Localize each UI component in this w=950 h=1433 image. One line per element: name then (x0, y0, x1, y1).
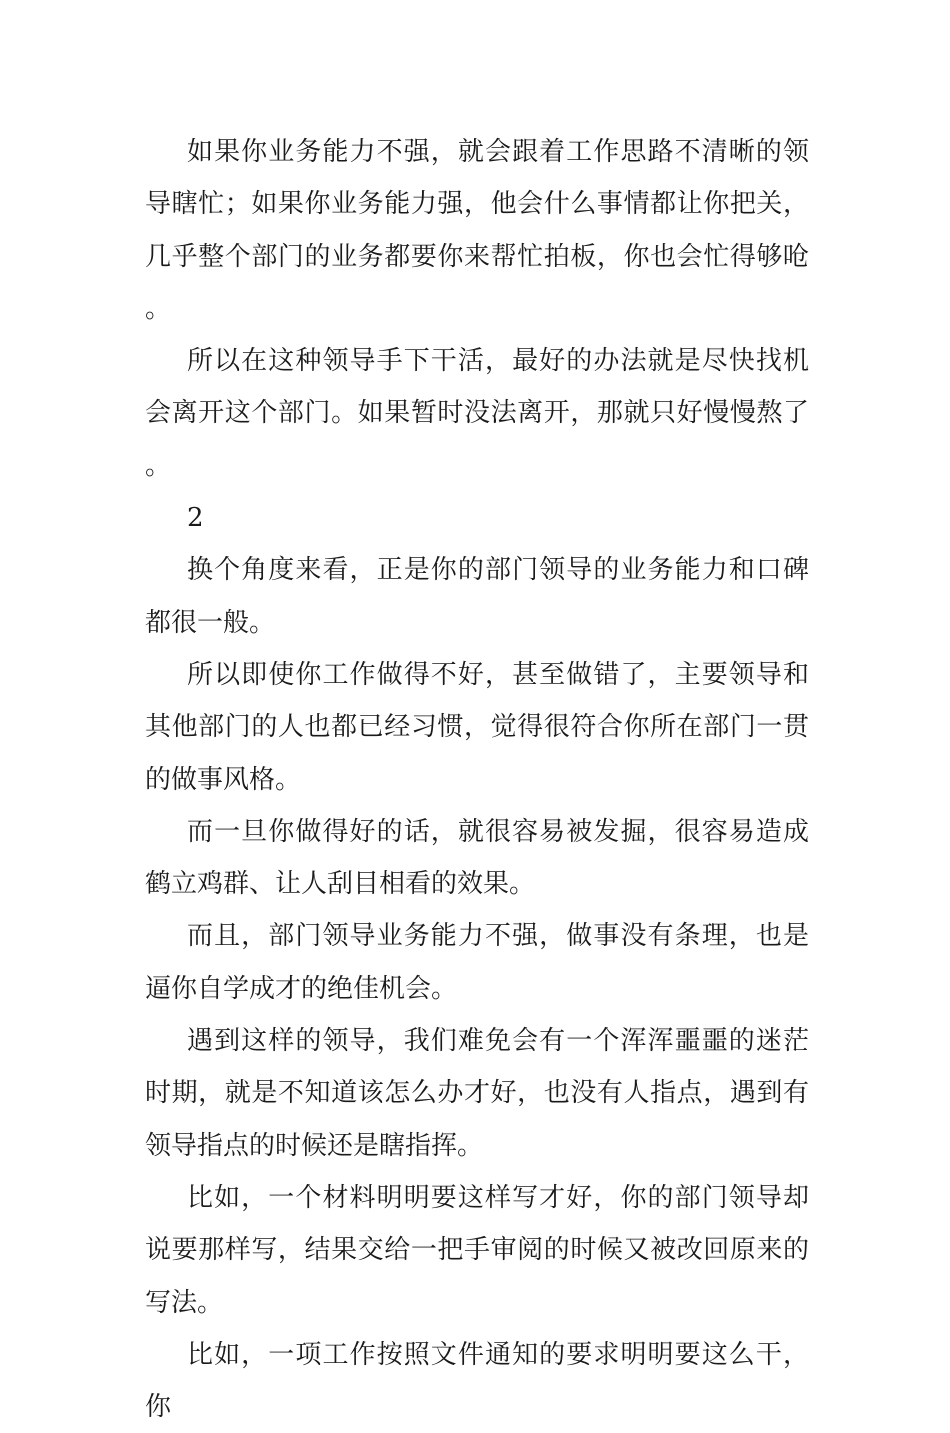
paragraph: 换个角度来看，正是你的部门领导的业务能力和口碑都很一般。 (145, 555, 809, 638)
paragraph: 而且，部门领导业务能力不强，做事没有条理，也是逼你自学成才的绝佳机会。 (145, 921, 809, 1004)
section-number: 2 (187, 503, 204, 534)
paragraph: 遇到这样的领导，我们难免会有一个浑浑噩噩的迷茫时期，就是不知道该怎么办才好，也没有人指点，遇到有领导指点的时候还是瞎指挥。 (145, 1026, 809, 1161)
paragraph: 所以即使你工作做得不好，甚至做错了，主要领导和其他部门的人也都已经习惯，觉得很符合你所在部门一贯的做事风格。 (145, 659, 809, 795)
paragraph: 如果你业务能力不强，就会跟着工作思路不清晰的领导瞎忙；如果你业务能力强，他会什么事情都让你把关，几乎整个部门的业务都要你来帮忙拍板，你也会忙得够呛。 (145, 137, 809, 324)
paragraph: 比如，一个材料明明要这样写才好，你的部门领导却说要那样写，结果交给一把手审阅的时候又被改回原来的写法。 (145, 1182, 809, 1318)
paragraph: 比如，一项工作按照文件通知的要求明明要这么干，你 (145, 1339, 809, 1423)
document-body (145, 126, 809, 1433)
paragraph: 而一旦你做得好的话，就很容易被发掘，很容易造成鹤立鸡群、让人刮目相看的效果。 (145, 816, 809, 900)
paragraph: 所以在这种领导手下干活，最好的办法就是尽快找机会离开这个部门。如果暂时没法离开，那就只好慢慢熬了。 (145, 346, 809, 481)
